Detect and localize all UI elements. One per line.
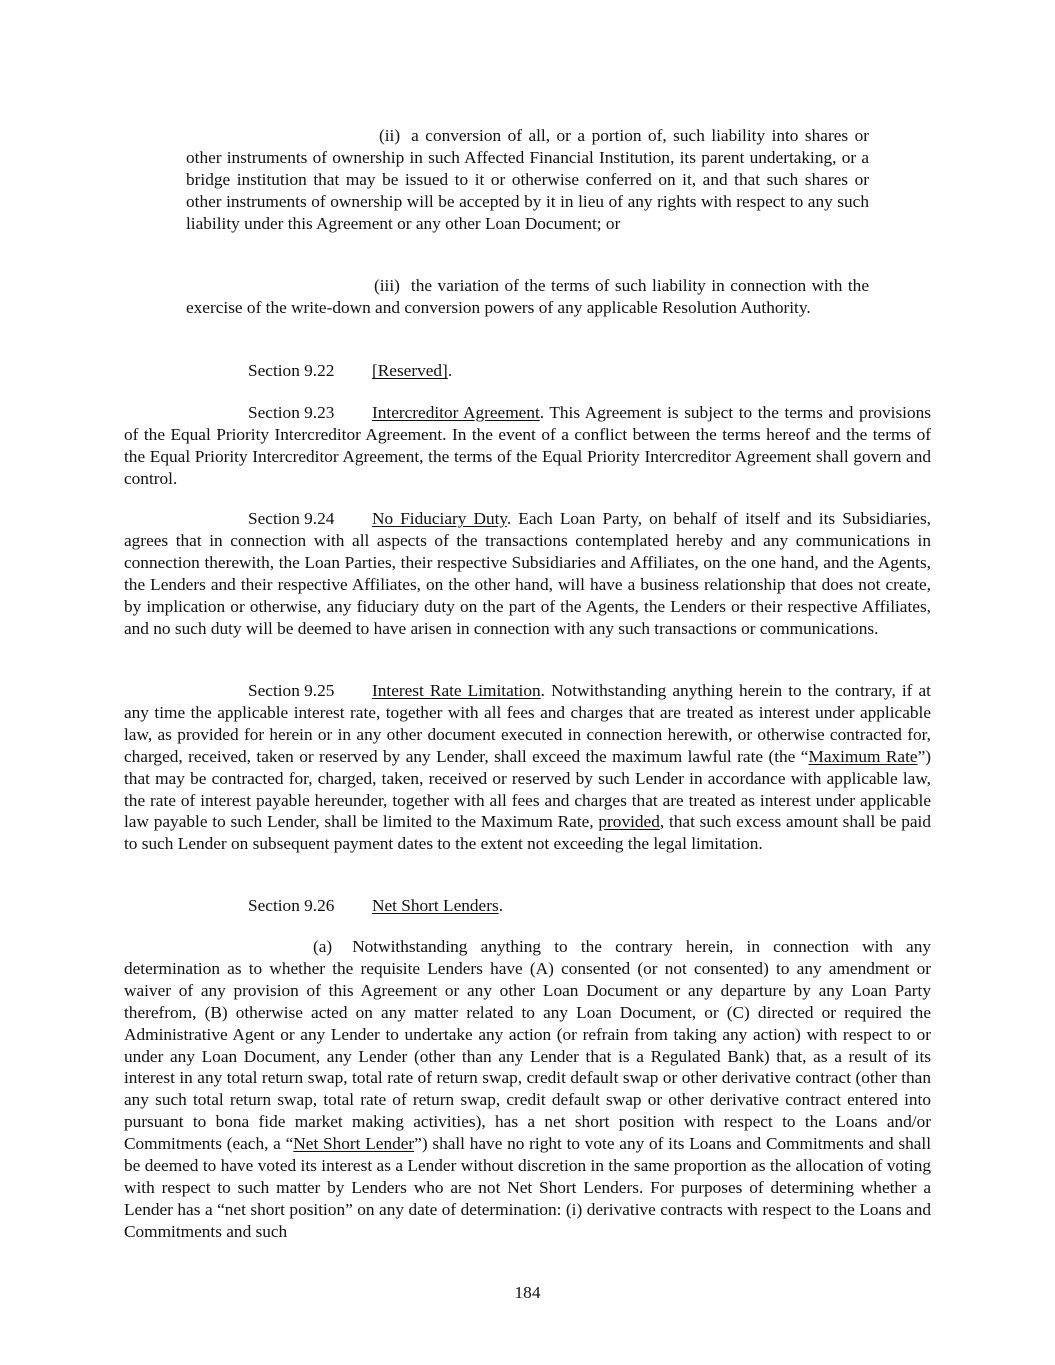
section-9-23-text: . This Agreement is subject to the terms and provisions of the Equal Priority Intercreditor Agreement. In the event of a conflict between the terms hereof and the terms of the Equal Priority Intercreditor Agreement, the terms of the Equal Priority Intercreditor Agreement shall govern and control. [124,403,931,488]
clause-ii-paragraph [186,125,869,235]
section-9-22-title: [Reserved] [372,361,448,380]
section-9-22-heading [248,360,452,382]
clause-ii-label: (ii) [379,126,401,145]
section-9-25-title: Interest Rate Limitation [372,681,541,700]
section-9-24-text: . Each Loan Party, on behalf of itself and its Subsidiaries, agrees that in connection with all aspects of the transactions contemplated hereby and any communications in connection therewith, the Loan Parties, their respective Subsidiaries and Affiliates, on the one hand, and the Agents, the Lenders and their respective Affiliates, on the other hand, will have a business relationship that does not create, by implication or otherwise, any fiduciary duty on the part of the Agents, the Lenders or their respective Affiliates, and no such duty will be deemed to have arisen in connection with any such transactions or communications. [124,509,931,638]
section-9-26-heading [248,895,503,917]
section-9-25-text-1: . Notwithstanding anything herein to the contrary, if at any time the applicable interest rate, together with all fees and charges that are treated as interest under applicable law, as provided for herein or in any other document executed in connection herewith, or otherwise contracted for, charged, received, taken or reserved by any Lender, shall exceed the maximum lawful rate (the “ [124,681,931,766]
section-9-25-paragraph [124,680,931,855]
section-9-26-period: . [498,896,504,915]
section-9-25-number: Section 9.25 [248,681,335,700]
clause-ii-text: a conversion of all, or a portion of, such liability into shares or other instruments of ownership in such Affected Financial Institution, its parent undertaking, or a bridge institution that may be issued to it or otherwise conferred on it, and that such shares or other instruments of ownership will be accepted by it in lieu of any rights with respect to any such liability under this Agreement or any other Loan Document; or [186,126,869,233]
clause-a-text-1: Notwithstanding anything to the contrary herein, in connection with any determination as to whether the requisite Lenders have (A) consented (or not consented) to any amendment or waiver of any provision of this Agreement or any other Loan Document or any departure by any Loan Party therefrom, (B) otherwise acted on any matter related to any Loan Document, or (C) directed or required the Administrative Agent or any Lender to undertake any action (or refrain from taking any action) with respect to or under any Loan Document, any Lender (other than any Lender that is a Regulated Bank) that, as a result of its interest in any total return swap, total rate of return swap, credit default swap or other derivative contract (other than any such total return swap, total rate of return swap, credit default swap or other derivative contract entered into pursuant to bona fide market making activities), has a net short position with respect to the Loans and/or Commitments (each, a “ [124,937,931,1154]
section-9-22-period: . [447,361,453,380]
clause-iii-paragraph [186,275,869,319]
net-short-lender-defined-term: Net Short Lender [293,1134,415,1154]
clause-iii-text: the variation of the terms of such liability in connection with the exercise of the write-down and conversion powers of any applicable Resolution Authority. [186,276,869,317]
clause-iii-label: (iii) [374,276,400,295]
section-9-26-number: Section 9.26 [248,896,335,915]
maximum-rate-defined-term: Maximum Rate [808,746,918,766]
section-9-23-title: Intercreditor Agreement [372,403,540,422]
provided-proviso: provided [598,812,660,832]
section-9-26-title: Net Short Lenders [372,896,499,915]
clause-a-label: (a) [313,937,333,956]
section-9-23-number: Section 9.23 [248,403,335,422]
section-9-24-number: Section 9.24 [248,509,335,528]
page-number: 184 [514,1283,541,1302]
section-9-22-number: Section 9.22 [248,361,335,380]
clause-a-text-2: ”) shall have no right to vote any of its Loans and Commitments and shall be deemed to have voted its interest as a Lender without discretion in the same proportion as the allocation of voting with respect to such matter by Lenders who are not Net Short Lenders. For purposes of determining whether a Lender has a “net short position” on any date of determination: (i) derivative contracts with respect to the Loans and Commitments and such [124,1134,931,1241]
section-9-25-text-3: , that such excess amount shall be paid to such Lender on subsequent payment dates to the extent not exceeding the legal limitation. [124,812,931,854]
section-9-24-paragraph [124,508,931,639]
section-9-24-title: No Fiduciary Duty [372,509,507,528]
section-9-25-text-2: ”) that may be contracted for, charged, taken, received or reserved by such Lender in accordance with applicable law, the rate of interest payable hereunder, together with all fees and charges that are treated as interest under applicable law payable to such Lender, shall be limited to the Maximum Rate, [124,746,931,832]
section-9-26-clause-a-paragraph [124,936,931,1243]
section-9-23-paragraph [124,402,931,490]
